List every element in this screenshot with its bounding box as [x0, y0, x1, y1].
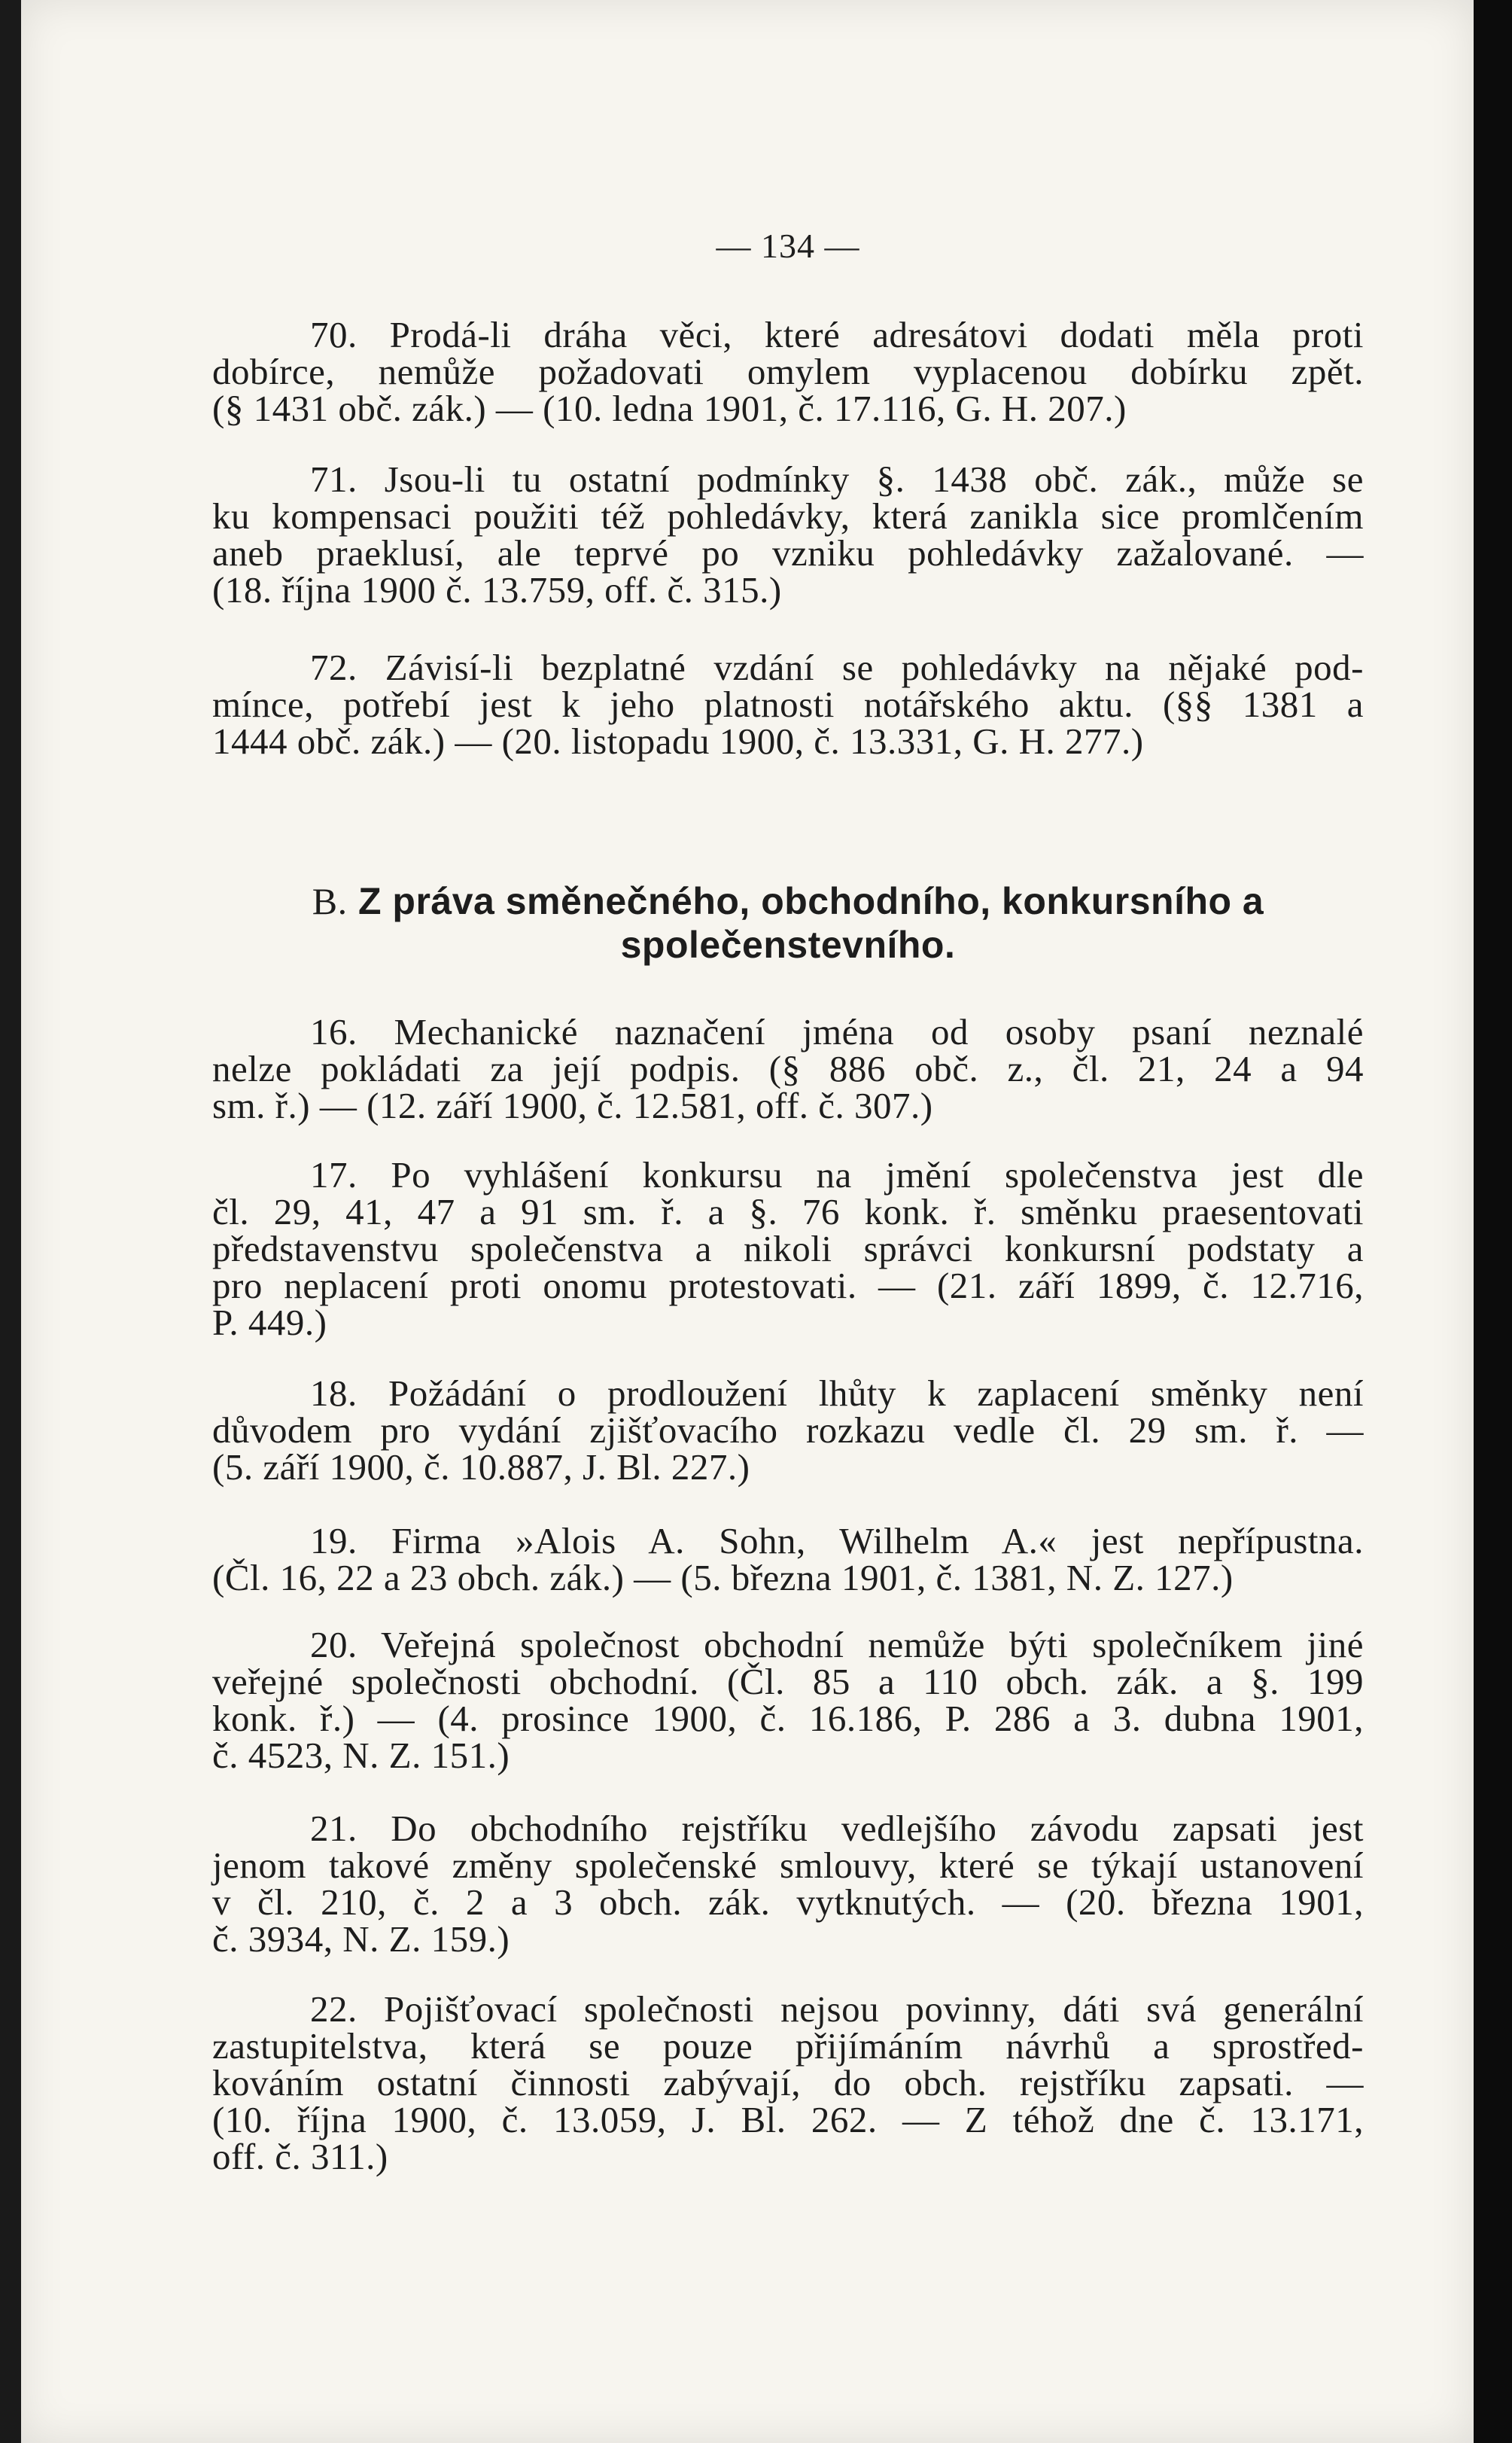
text-line: nelze pokládati za její podpis. (§ 886 obč. z., čl. 21, 24 a 94	[212, 1048, 1364, 1089]
section-heading-line-1	[212, 879, 1364, 923]
text-line: zastupitelstva, která se pouze přijímáním návrhů a sprostřed-	[212, 2025, 1364, 2067]
text-line: představenstvu společenstva a nikoli správci konkursní podstaty a	[212, 1228, 1364, 1269]
section-title-line-2: společenstevního.	[620, 924, 956, 966]
text-line: č. 4523, N. Z. 151.)	[212, 1735, 510, 1776]
paragraph-71	[212, 458, 1364, 611]
text-line: pro neplacení proti onomu protestovati. — (21. září 1899, č. 12.716,	[212, 1265, 1364, 1306]
text-line: 21. Do obchodního rejstříku vedlejšího závodu zapsati jest	[310, 1808, 1364, 1849]
text-line: 19. Firma »Alois A. Sohn, Wilhelm A.« jest nepřípustna.	[310, 1520, 1364, 1561]
paragraph-17	[212, 1156, 1364, 1341]
text-line: (§ 1431 obč. zák.) — (10. ledna 1901, č. 17.116, G. H. 207.)	[212, 388, 1127, 429]
text-line: 16. Mechanické naznačení jména od osoby psaní neznalé	[310, 1011, 1364, 1052]
paragraph-72	[212, 649, 1364, 760]
text-line: (5. září 1900, č. 10.887, J. Bl. 227.)	[212, 1446, 750, 1488]
text-line: kováním ostatní činnosti zabývají, do obch. rejstříku zapsati. —	[212, 2062, 1364, 2103]
paragraph-18	[212, 1372, 1364, 1488]
paragraph-16	[212, 1013, 1364, 1124]
section-heading	[212, 879, 1364, 967]
text-line: 22. Pojišťovací společnosti nejsou povinny, dáti svá generální	[310, 1988, 1364, 2030]
text-line: 20. Veřejná společnost obchodní nemůže býti společníkem jiné	[310, 1624, 1364, 1665]
text-line: čl. 29, 41, 47 a 91 sm. ř. a §. 76 konk. ř. směnku praesentovati	[212, 1191, 1364, 1232]
text-line: (10. října 1900, č. 13.059, J. Bl. 262. — Z téhož dne č. 13.171,	[212, 2099, 1364, 2140]
paragraph-20	[212, 1626, 1364, 1774]
paragraph-19	[212, 1522, 1364, 1596]
text-line: 70. Prodá-li dráha věci, které adresátovi dodati měla proti	[310, 314, 1364, 355]
text-line: důvodem pro vydání zjišťovacího rozkazu vedle čl. 29 sm. ř. —	[212, 1409, 1364, 1451]
text-line: veřejné společnosti obchodní. (Čl. 85 a 110 obch. zák. a §. 199	[212, 1661, 1364, 1702]
text-line: konk. ř.) — (4. prosince 1900, č. 16.186, P. 286 a 3. dubna 1901,	[212, 1698, 1364, 1739]
text-line: off. č. 311.)	[212, 2136, 388, 2177]
text-line: dobírce, nemůže požadovati omylem vyplacenou dobírku zpět.	[212, 351, 1364, 392]
text-line: (Čl. 16, 22 a 23 obch. zák.) — (5. března 1901, č. 1381, N. Z. 127.)	[212, 1557, 1234, 1598]
text-line: 17. Po vyhlášení konkursu na jmění společenstva jest dle	[310, 1154, 1364, 1196]
text-line: 18. Požádání o prodloužení lhůty k zaplacení směnky není	[310, 1372, 1364, 1414]
text-line: jenom takové změny společenské smlouvy, které se týkají ustanovení	[212, 1844, 1364, 1886]
section-letter: B.	[312, 880, 348, 922]
paragraph-70	[212, 316, 1364, 427]
text-line: aneb praeklusí, ale teprvé po vzniku pohledávky zažalované. —	[212, 532, 1364, 574]
text-line: P. 449.)	[212, 1302, 327, 1343]
page-number: — 134 —	[716, 227, 860, 265]
text-line: č. 3934, N. Z. 159.)	[212, 1918, 510, 1960]
section-title-line-1: Z práva směnečného, obchodního, konkursního a	[358, 880, 1264, 922]
paragraph-21	[212, 1808, 1364, 1960]
text-line: sm. ř.) — (12. září 1900, č. 12.581, off. č. 307.)	[212, 1085, 933, 1126]
text-line: mínce, potřebí jest k jeho platnosti notářského aktu. (§§ 1381 a	[212, 684, 1364, 725]
text-line: ku kompensaci použiti též pohledávky, která zanikla sice promlčením	[212, 495, 1364, 537]
scan-left-edge	[0, 0, 21, 2443]
text-line: 1444 obč. zák.) — (20. listopadu 1900, č. 13.331, G. H. 277.)	[212, 720, 1144, 762]
text-line: 72. Závisí-li bezplatné vzdání se pohledávky na nějaké pod-	[310, 647, 1364, 688]
paragraph-22	[212, 1988, 1364, 2177]
text-line: 71. Jsou-li tu ostatní podmínky §. 1438 obč. zák., může se	[310, 458, 1364, 500]
scan-right-edge	[1474, 0, 1512, 2443]
text-line: v čl. 210, č. 2 a 3 obch. zák. vytknutých. — (20. března 1901,	[212, 1881, 1364, 1923]
text-line: (18. října 1900 č. 13.759, off. č. 315.)	[212, 569, 782, 611]
